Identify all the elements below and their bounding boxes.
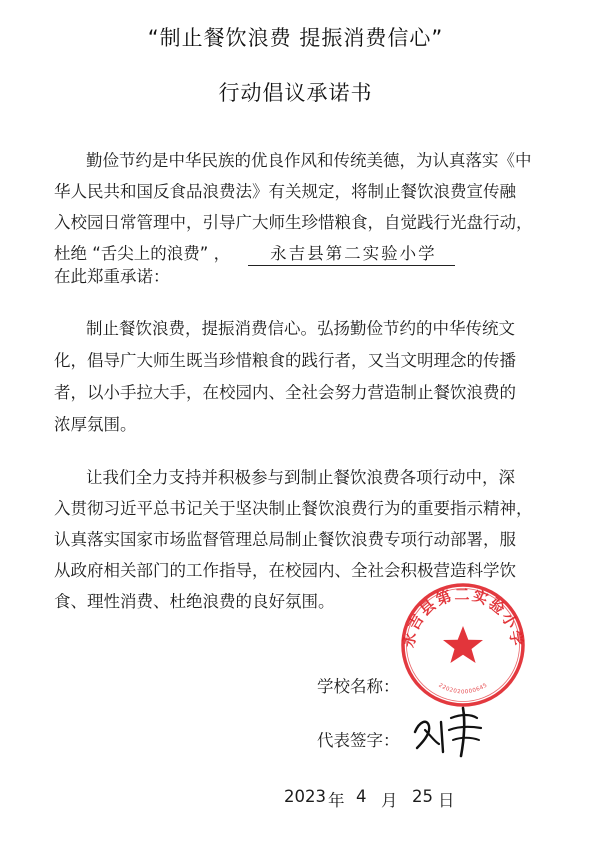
- intro-line-4-prefix: 杜绝 “舌尖上的浪费” ，: [54, 244, 231, 263]
- date-month: 4: [356, 787, 367, 806]
- intro-line-5: 在此郑重承诺：: [54, 267, 170, 286]
- seal-star-icon: [443, 626, 483, 663]
- document-subtitle: 行动倡议承诺书: [218, 81, 373, 105]
- para2-line-5: 食、理性消费、杜绝浪费的良好氛围。: [54, 592, 335, 611]
- seal-number: 2202020000645: [437, 682, 489, 696]
- para2-line-2: 入贯彻习近平总书记关于坚决制止餐饮浪费行为的重要指示精神，: [54, 499, 533, 518]
- handwritten-signature: [405, 700, 495, 760]
- para1-line-1: 制止餐饮浪费，提振消费信心。弘扬勤俭节约的中华传统文: [86, 319, 515, 338]
- intro-line-2: 华人民共和国反食品浪费法》有关规定，将制止餐饮浪费宣传融: [54, 182, 516, 201]
- para1-line-4: 浓厚氛围。: [54, 415, 137, 434]
- date-year-unit: 年: [328, 791, 345, 810]
- date-day-unit: 日: [438, 791, 455, 810]
- para1-line-3: 者，以小手拉大手，在校园内、全社会努力营造制止餐饮浪费的: [54, 383, 516, 402]
- intro-line-1: 勤俭节约是中华民族的优良作风和传统美德，为认真落实《中: [86, 151, 532, 170]
- para1-line-2: 化，倡导广大师生既当珍惜粮食的践行者，又当文明理念的传播: [54, 351, 516, 370]
- para2-line-3: 认真落实国家市场监督管理总局制止餐饮浪费专项行动部署，服: [54, 530, 516, 549]
- official-seal: [398, 580, 528, 710]
- seal-text: 永吉县第二实验小学: [399, 585, 527, 649]
- school-name-filled: 永吉县第二实验小学: [248, 243, 455, 266]
- intro-line-3: 入校园日常管理中，引导广大师生珍惜粮食，自觉践行光盘行动，: [54, 213, 533, 232]
- date-day: 25: [412, 787, 433, 806]
- para2-line-1: 让我们全力支持并积极参与到制止餐饮浪费各项行动中，深: [86, 468, 515, 487]
- date-month-unit: 月: [381, 791, 398, 810]
- date-year: 2023: [284, 787, 326, 806]
- document-title: “制止餐饮浪费 提振消费信心”: [147, 26, 444, 50]
- para2-line-4: 从政府相关部门的工作指导，在校园内、全社会积极营造科学饮: [54, 561, 516, 580]
- school-name-label: 学校名称：: [317, 677, 400, 696]
- representative-label: 代表签字：: [317, 731, 400, 750]
- intro-line-4: [54, 243, 455, 266]
